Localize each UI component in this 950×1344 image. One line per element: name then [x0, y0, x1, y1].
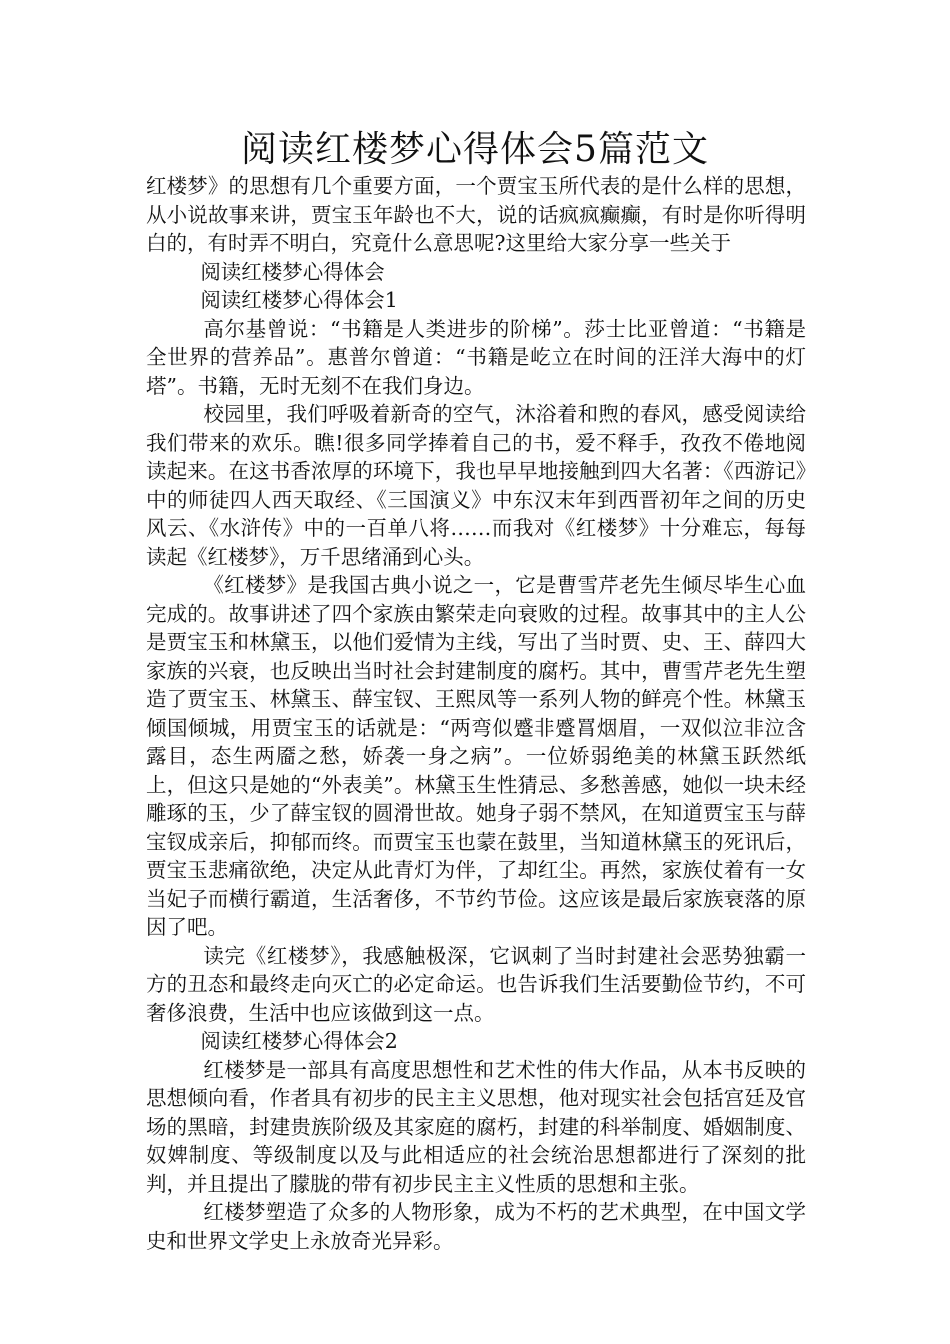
section-heading-1: 阅读红楼梦心得体会1: [200, 288, 398, 312]
paragraph-1-1: 高尔基曾说：“书籍是人类进步的阶梯”。莎士比亚曾道：“书籍是全世界的营养品”。惠普尔曾道：“书籍是屹立在时间的汪洋大海中的灯塔”。书籍，无时无刻不在我们身边。: [146, 316, 806, 398]
document-body: [146, 172, 806, 1255]
document-title: 阅读红楼梦心得体会5篇范文: [241, 129, 709, 170]
paragraph-1-4: 读完《红楼梦》，我感触极深，它讽刺了当时封建社会恶势独霸一方的丑态和最终走向灭亡的必定命运。也告诉我们生活要勤俭节约，不可奢侈浪费，生活中也应该做到这一点。: [146, 943, 806, 1025]
section-heading-2: 阅读红楼梦心得体会2: [200, 1029, 398, 1053]
paragraph-1-2: 校园里，我们呼吸着新奇的空气，沐浴着和煦的春风，感受阅读给我们带来的欢乐。瞧!很多同学捧着自己的书，爱不释手，孜孜不倦地阅读起来。在这书香浓厚的环境下，我也早早地接触到四大名著：《西游记》中的师徒四人西天取经、《三国演义》中东汉末年到西晋初年之间的历史风云、《水浒传》中的一百单八将……而我对《红楼梦》十分难忘，每每读起《红楼梦》，万千思绪涌到心头。: [146, 402, 806, 569]
paragraph-2-2: 红楼梦塑造了众多的人物形象，成为不朽的艺术典型，在中国文学史和世界文学史上永放奇光异彩。: [146, 1200, 806, 1253]
intro-paragraph: 红楼梦》的思想有几个重要方面，一个贾宝玉所代表的是什么样的思想，从小说故事来讲，贾宝玉年龄也不大，说的话疯疯癫癫，有时是你听得明白的，有时弄不明白，究竟什么意思呢?这里给大家分享一些关于: [146, 174, 806, 255]
paragraph-1-3: 《红楼梦》是我国古典小说之一，它是曹雪芹老先生倾尽毕生心血完成的。故事讲述了四个家族由繁荣走向衰败的过程。故事其中的主人公是贾宝玉和林黛玉，以他们爱情为主线，写出了当时贾、史、王、薛四大家族的兴衰，也反映出当时社会封建制度的腐朽。其中，曹雪芹老先生塑造了贾宝玉、林黛玉、薛宝钗、王熙凤等一系列人物的鲜亮个性。林黛玉倾国倾城，用贾宝玉的话就是：“两弯似蹙非蹙罥烟眉，一双似泣非泣含露目，态生两靥之愁，娇袭一身之病”。一位娇弱绝美的林黛玉跃然纸上，但这只是她的“外表美”。林黛玉生性猜忌、多愁善感，她似一块未经雕琢的玉，少了薛宝钗的圆滑世故。她身子弱不禁风，在知道贾宝玉与薛宝钗成亲后，抑郁而终。而贾宝玉也蒙在鼓里，当知道林黛玉的死讯后，贾宝玉悲痛欲绝，决定从此青灯为伴，了却红尘。再然，家族仗着有一女当妃子而横行霸道，生活奢侈，不节约节俭。这应该是最后家族衰落的原因了吧。: [146, 573, 806, 939]
section-heading-main: 阅读红楼梦心得体会: [200, 259, 385, 284]
paragraph-2-1: 红楼梦是一部具有高度思想性和艺术性的伟大作品，从本书反映的思想倾向看，作者具有初步的民主主义思想，他对现实社会包括宫廷及官场的黑暗，封建贵族阶级及其家庭的腐朽，封建的科举制度、婚姻制度、奴婢制度、等级制度以及与此相适应的社会统治思想都进行了深刻的批判，并且提出了朦胧的带有初步民主主义性质的思想和主张。: [146, 1057, 806, 1196]
